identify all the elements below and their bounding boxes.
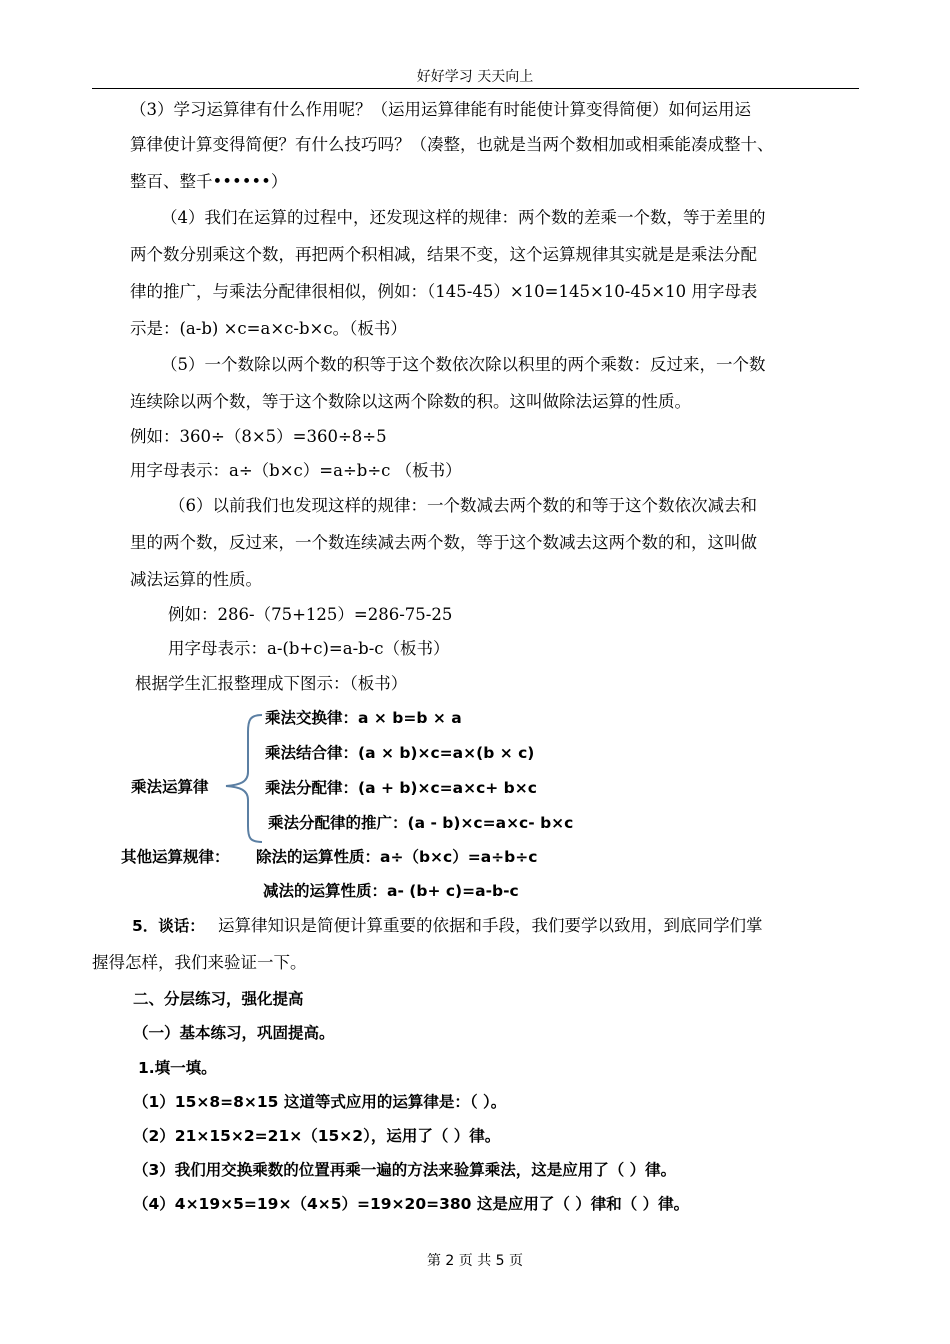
- law-distributive: 乘法分配律：(a + b)×c=a×c+ b×c: [265, 779, 537, 797]
- paragraph-4-line-4: 示是：(a-b) ×c=a×c-b×c。（板书）: [130, 319, 407, 338]
- section-2-title: 二、分层练习，强化提高: [133, 990, 304, 1008]
- page-header: 好好学习 天天向上: [416, 69, 534, 85]
- question-1-title: 1.填一填。: [138, 1059, 217, 1077]
- paragraph-5-line-4: 用字母表示：a÷（b×c）=a÷b÷c （板书）: [130, 461, 462, 480]
- law-commutative: 乘法交换律：a × b=b × a: [265, 709, 462, 727]
- question-item-1: （1）15×8=8×15 这道等式应用的运算律是：（ ）。: [133, 1093, 507, 1111]
- paragraph-6-line-1: （6）以前我们也发现这样的规律：一个数减去两个数的和等于这个数依次减去和: [169, 496, 757, 515]
- summary-intro: 根据学生汇报整理成下图示：（板书）: [135, 674, 408, 693]
- law-distributive-extended: 乘法分配律的推广：(a - b)×c=a×c- b×c: [268, 814, 574, 832]
- paragraph-6-line-2: 里的两个数，反过来，一个数连续减去两个数，等于这个数减去这两个数的和，这叫做: [130, 533, 757, 552]
- paragraph-6-line-4: 例如：286-（75+125）=286-75-25: [168, 605, 453, 624]
- talk-label: 5．谈话：: [132, 917, 205, 935]
- diagram-group-label: 乘法运算律: [131, 778, 209, 796]
- section-2-subtitle: （一）基本练习，巩固提高。: [133, 1024, 335, 1042]
- talk-line-1: 运算律知识是简便计算重要的依据和手段，我们要学以致用，到底同学们掌: [218, 916, 763, 935]
- paragraph-5-line-2: 连续除以两个数，等于这个数除以这两个除数的积。这叫做除法运算的性质。: [130, 392, 691, 411]
- page-footer: 第 2 页 共 5 页: [426, 1253, 524, 1269]
- curly-brace-icon: [222, 712, 266, 844]
- paragraph-3-line-1: （3）学习运算律有什么作用呢？（运用运算律能有时能使计算变得简便）如何运用运: [130, 100, 751, 119]
- paragraph-3-line-2: 算律使计算变得简便？有什么技巧吗？（凑整，也就是当两个数相加或相乘能凑成整十、: [130, 135, 774, 154]
- paragraph-6-line-5: 用字母表示：a-(b+c)=a-b-c（板书）: [168, 639, 450, 658]
- law-subtraction-property: 减法的运算性质：a- (b+ c)=a-b-c: [263, 882, 519, 900]
- paragraph-5-line-3: 例如：360÷（8×5）=360÷8÷5: [130, 427, 387, 446]
- law-associative: 乘法结合律：(a × b)×c=a×(b × c): [265, 744, 535, 762]
- question-item-3: （3）我们用交换乘数的位置再乘一遍的方法来验算乘法，这是应用了（ ）律。: [133, 1161, 677, 1179]
- paragraph-6-line-3: 减法运算的性质。: [130, 570, 262, 589]
- other-rules-label: 其他运算规律：: [121, 848, 230, 866]
- talk-line-2: 握得怎样，我们来验证一下。: [92, 953, 307, 972]
- paragraph-5-line-1: （5）一个数除以两个数的积等于这个数依次除以积里的两个乘数：反过来，一个数: [161, 355, 766, 374]
- paragraph-4-line-2: 两个数分别乘这个数，再把两个积相减，结果不变，这个运算规律其实就是是乘法分配: [130, 245, 757, 264]
- paragraph-4-line-1: （4）我们在运算的过程中，还发现这样的规律：两个数的差乘一个数，等于差里的: [161, 208, 766, 227]
- paragraph-4-line-3: 律的推广，与乘法分配律很相似，例如：（145-45）×10=145×10-45×10 用字母表: [130, 282, 758, 301]
- header-rule: [92, 88, 859, 89]
- law-division-property: 除法的运算性质：a÷（b×c）=a÷b÷c: [256, 848, 538, 866]
- question-item-4: （4）4×19×5=19×（4×5）=19×20=380 这是应用了（ ）律和（ ）律。: [133, 1195, 690, 1213]
- question-item-2: （2）21×15×2=21×（15×2），运用了（ ）律。: [133, 1127, 501, 1145]
- paragraph-3-line-3: 整百、整千••••••）: [130, 172, 288, 191]
